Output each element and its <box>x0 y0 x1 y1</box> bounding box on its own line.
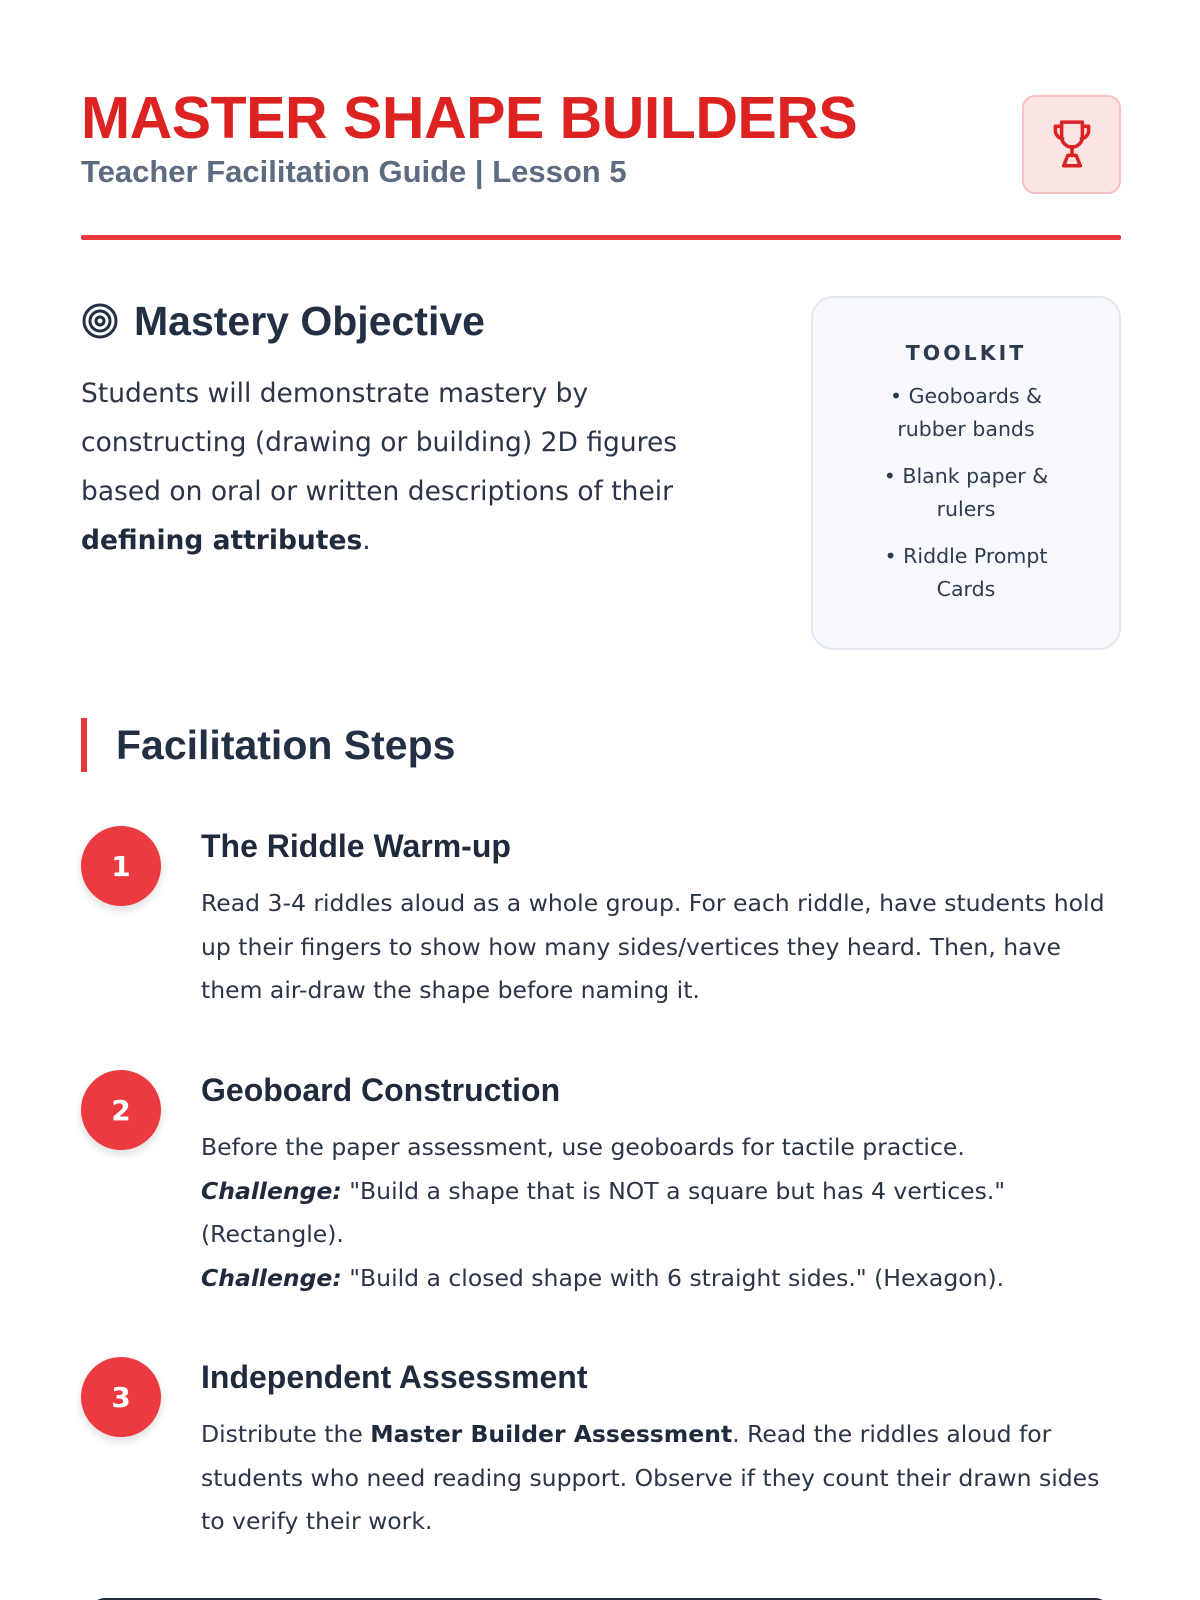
step-text-bold: Master Builder Assessment <box>370 1420 733 1448</box>
header-divider <box>81 235 1121 240</box>
steps-heading <box>81 718 455 772</box>
objective-section <box>81 296 721 565</box>
objective-heading <box>81 296 721 346</box>
toolkit-item: • Geoboards & rubber bands <box>889 384 1043 441</box>
step-title: Geoboard Construction <box>201 1072 561 1108</box>
toolkit-item: • Blank paper & rulers <box>883 464 1049 521</box>
step-number-badge: 2 <box>81 1070 161 1150</box>
trophy-badge <box>1022 95 1121 194</box>
toolkit-card <box>811 296 1121 650</box>
step-text-end: . Read the riddles aloud for students who need reading support. Observe if they count their drawn sides to verify their work. <box>201 1420 1100 1535</box>
challenge-text: "Build a shape that is NOT a square but has 4 vertices." (Rectangle). <box>201 1176 1006 1248</box>
objective-text-main: Students will demonstrate mastery by constructing (drawing or building) 2D figures based on oral or written descriptions of their <box>81 378 678 507</box>
step-body <box>201 1070 1121 1300</box>
step-text-main: Distribute the <box>201 1420 371 1448</box>
step-body <box>201 1357 1121 1544</box>
toolkit-item: • Riddle Prompt Cards <box>884 544 1048 601</box>
step-text <box>201 1126 1121 1300</box>
steps-title: Facilitation Steps <box>116 721 456 768</box>
objective-title: Mastery Objective <box>134 297 485 344</box>
step-title: Independent Assessment <box>201 1359 588 1395</box>
objective-text <box>81 369 721 565</box>
target-icon <box>81 302 119 340</box>
challenge-label: Challenge: <box>201 1263 342 1292</box>
page-header <box>81 86 1121 206</box>
step-intro: Before the paper assessment, use geoboards for tactile practice. <box>201 1133 965 1161</box>
step-number-badge: 1 <box>81 826 161 906</box>
toolkit-title: TOOLKIT <box>905 341 1027 365</box>
challenge-text: "Build a closed shape with 6 straight sides." (Hexagon). <box>341 1263 1005 1292</box>
step-text <box>201 1413 1121 1544</box>
step-number-badge: 3 <box>81 1357 161 1437</box>
step-title: The Riddle Warm-up <box>201 828 511 864</box>
toolkit-list <box>876 380 1056 606</box>
step-text: Read 3-4 riddles aloud as a whole group. For each riddle, have students hold up their fingers to show how many sides/vertices they heard. Then, have them air-draw the shape before naming it. <box>201 889 1105 1004</box>
page-subtitle: Teacher Facilitation Guide | Lesson 5 <box>81 154 627 189</box>
challenge-label: Challenge: <box>201 1176 342 1205</box>
page-title: MASTER SHAPE BUILDERS <box>81 85 858 151</box>
trophy-icon <box>1047 118 1097 172</box>
objective-text-bold: defining attributes <box>81 525 363 556</box>
objective-text-end: . <box>362 525 371 556</box>
steps-accent-bar <box>81 718 87 772</box>
step-body <box>201 826 1121 1013</box>
